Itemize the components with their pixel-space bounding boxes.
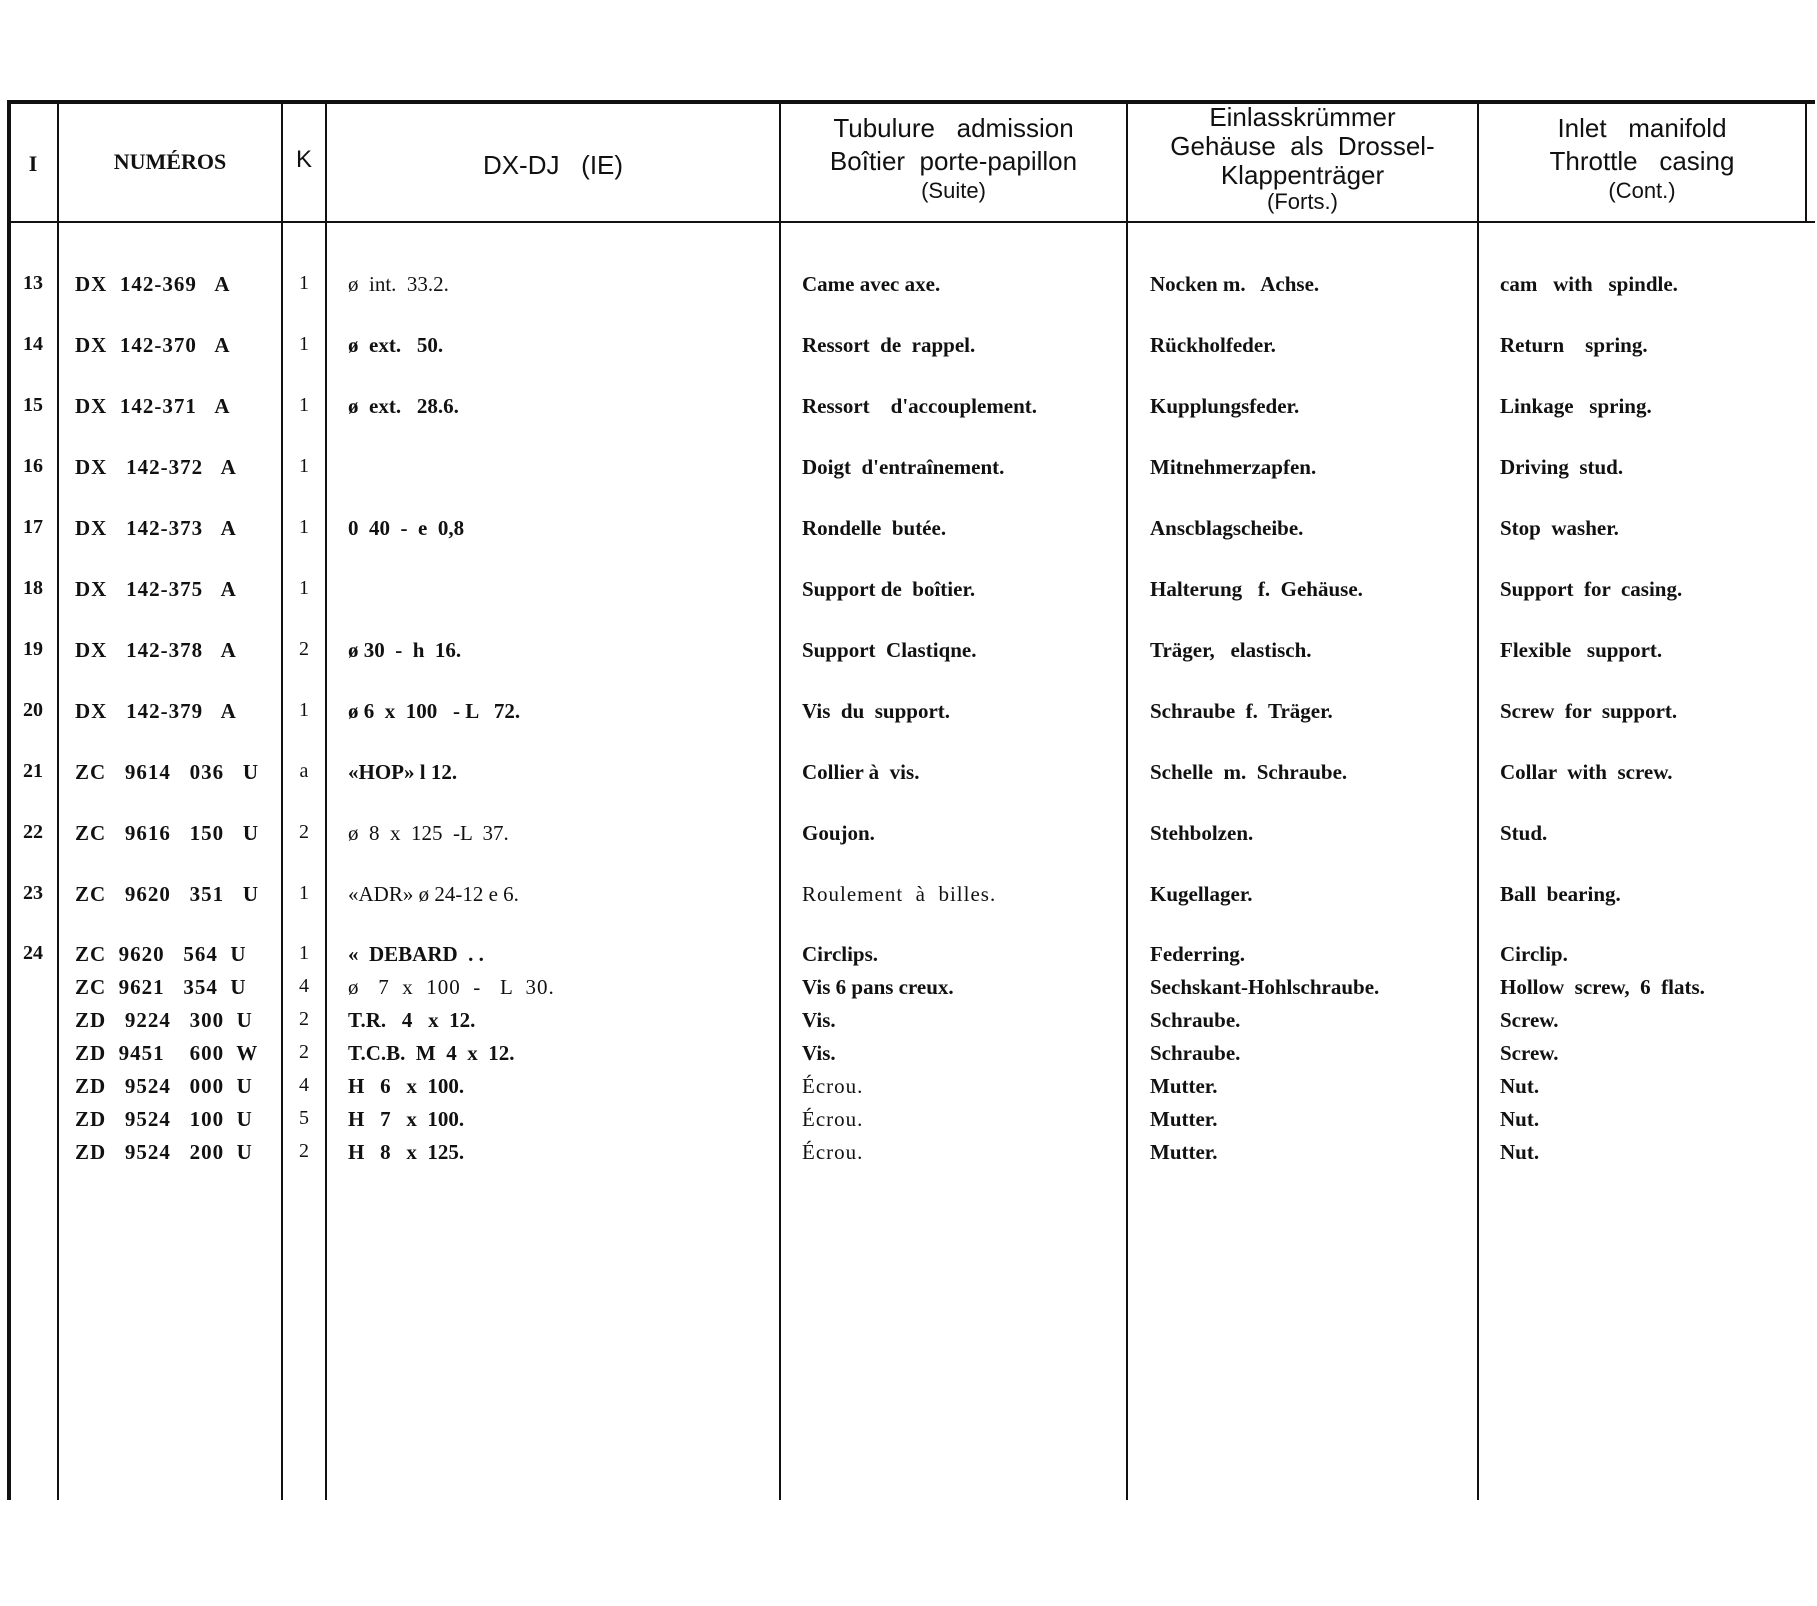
row-index: 23: [23, 882, 43, 904]
quantity: 2: [299, 821, 309, 843]
header-de-line4: (Forts.): [1267, 189, 1338, 215]
header-fr-line2: Boîtier porte-papillon: [829, 145, 1078, 176]
quantity: 1: [299, 455, 309, 477]
header-index: I: [28, 151, 38, 176]
french-description: Circlips.: [802, 942, 879, 966]
specification: H 8 x 125.: [348, 1140, 465, 1164]
english-description: Return spring.: [1500, 333, 1648, 357]
french-description: Vis.: [802, 1008, 836, 1032]
part-number: DX 142-372 A: [75, 455, 237, 479]
column-divider: [57, 100, 59, 1500]
german-description: Mitnehmerzapfen.: [1150, 455, 1317, 479]
table-row: [0, 699, 1817, 729]
table-row: [0, 942, 1817, 972]
french-description: Goujon.: [802, 821, 875, 845]
table-left-border: [7, 100, 11, 1500]
table-row: [0, 760, 1817, 790]
column-divider: [281, 100, 283, 1500]
english-description: Screw.: [1500, 1008, 1559, 1032]
french-description: Support Clastiqne.: [802, 638, 977, 662]
english-description: Support for casing.: [1500, 577, 1683, 601]
row-index: 21: [23, 760, 43, 782]
french-description: Écrou.: [802, 1140, 864, 1164]
german-description: Rückholfeder.: [1150, 333, 1276, 357]
part-number: ZD 9524 100 U: [75, 1107, 253, 1131]
english-description: Nut.: [1500, 1107, 1540, 1131]
german-description: Nocken m. Achse.: [1150, 272, 1320, 296]
part-number: DX 142-379 A: [75, 699, 237, 723]
quantity: a: [299, 760, 309, 782]
part-number: DX 142-369 A: [75, 272, 231, 296]
header-en-line2: Throttle casing: [1549, 145, 1735, 176]
quantity: 4: [299, 1074, 309, 1096]
part-number: ZD 9524 000 U: [75, 1074, 253, 1098]
german-description: Mutter.: [1150, 1140, 1218, 1164]
specification: H 7 x 100.: [348, 1107, 465, 1131]
french-description: Écrou.: [802, 1074, 864, 1098]
quantity: 1: [299, 942, 309, 964]
quantity: 1: [299, 394, 309, 416]
table-row: [0, 455, 1817, 485]
specification: 0 40 - e 0,8: [348, 516, 465, 540]
table-row: [0, 516, 1817, 546]
german-description: Kupplungsfeder.: [1150, 394, 1300, 418]
english-description: Hollow screw, 6 flats.: [1500, 975, 1705, 999]
german-description: Mutter.: [1150, 1107, 1218, 1131]
row-index: 20: [23, 699, 43, 721]
table-row: [0, 272, 1817, 302]
column-divider: [325, 100, 327, 1500]
part-number: DX 142-371 A: [75, 394, 231, 418]
german-description: Schelle m. Schraube.: [1150, 760, 1348, 784]
table-row: [0, 333, 1817, 363]
header-english: [1479, 112, 1805, 205]
table-right-border: [1805, 100, 1807, 222]
table-row: [0, 1107, 1817, 1137]
part-number: ZC 9616 150 U: [75, 821, 260, 845]
quantity: 1: [299, 333, 309, 355]
header-german: [1128, 103, 1477, 215]
quantity: 1: [299, 577, 309, 599]
quantity: 2: [299, 1008, 309, 1030]
quantity: 4: [299, 975, 309, 997]
table-row: [0, 577, 1817, 607]
row-index: 19: [23, 638, 43, 660]
french-description: Ressort de rappel.: [802, 333, 976, 357]
header-en-line1: Inlet manifold: [1557, 113, 1727, 143]
quantity: 2: [299, 1140, 309, 1162]
quantity: 5: [299, 1107, 309, 1129]
row-index: 24: [23, 942, 43, 964]
header-de-line3: Klappenträger: [1220, 160, 1385, 191]
french-description: Écrou.: [802, 1107, 864, 1131]
header-en-line3: (Cont.): [1608, 178, 1676, 203]
specification: ø ext. 50.: [348, 333, 444, 357]
part-number: DX 142-375 A: [75, 577, 237, 601]
english-description: cam with spindle.: [1500, 272, 1678, 296]
french-description: Rondelle butée.: [802, 516, 947, 540]
specification: ø 7 x 100 - L 30.: [348, 975, 555, 999]
header-numbers: NUMÉROS: [113, 149, 227, 174]
english-description: Flexible support.: [1500, 638, 1663, 662]
header-de-line2: Gehäuse als Drossel-: [1170, 131, 1435, 162]
part-number: ZD 9524 200 U: [75, 1140, 253, 1164]
table-row: [0, 821, 1817, 851]
table-row: [0, 1008, 1817, 1038]
row-index: 18: [23, 577, 43, 599]
specification: ø 30 - h 16.: [348, 638, 462, 662]
table-row: [0, 975, 1817, 1005]
table-top-border: [8, 100, 1815, 104]
column-divider: [1126, 100, 1128, 1500]
french-description: Roulement à billes.: [802, 882, 997, 906]
french-description: Vis 6 pans creux.: [802, 975, 954, 999]
german-description: Schraube f. Träger.: [1150, 699, 1333, 723]
header-bottom-border: [8, 221, 1815, 223]
header-de-line1: Einlasskrümmer: [1209, 102, 1396, 132]
german-description: Sechskant-Hohlschraube.: [1150, 975, 1380, 999]
english-description: Stop washer.: [1500, 516, 1619, 540]
part-number: ZC 9614 036 U: [75, 760, 260, 784]
french-description: Support de boîtier.: [802, 577, 976, 601]
part-number: ZD 9224 300 U: [75, 1008, 253, 1032]
french-description: Came avec axe.: [802, 272, 941, 296]
french-description: Collier à vis.: [802, 760, 920, 784]
header-fr-line3: (Suite): [921, 178, 986, 203]
german-description: Halterung f. Gehäuse.: [1150, 577, 1363, 601]
table-row: [0, 638, 1817, 668]
specification: H 6 x 100.: [348, 1074, 465, 1098]
specification: ø int. 33.2.: [348, 272, 449, 296]
row-index: 17: [23, 516, 43, 538]
row-index: 16: [23, 455, 43, 477]
specification: «HOP» l 12.: [348, 760, 458, 784]
header-french: [781, 112, 1126, 205]
part-number: ZD 9451 600 W: [75, 1041, 259, 1065]
row-index: 13: [23, 272, 43, 294]
specification: «ADR» ø 24-12 e 6.: [348, 882, 519, 906]
german-description: Federring.: [1150, 942, 1246, 966]
quantity: 1: [299, 699, 309, 721]
part-number: ZC 9620 351 U: [75, 882, 260, 906]
header-qty: K: [295, 146, 312, 173]
table-row: [0, 1074, 1817, 1104]
french-description: Vis du support.: [802, 699, 951, 723]
english-description: Screw for support.: [1500, 699, 1678, 723]
column-divider: [1477, 100, 1479, 1500]
german-description: Schraube.: [1150, 1041, 1241, 1065]
french-description: Doigt d'entraînement.: [802, 455, 1005, 479]
specification: ø 8 x 125 -L 37.: [348, 821, 509, 845]
part-number: DX 142-378 A: [75, 638, 237, 662]
german-description: Träger, elastisch.: [1150, 638, 1312, 662]
column-divider: [779, 100, 781, 1500]
row-index: 22: [23, 821, 43, 843]
english-description: Nut.: [1500, 1074, 1540, 1098]
english-description: Linkage spring.: [1500, 394, 1652, 418]
table-row: [0, 1041, 1817, 1071]
quantity: 2: [299, 1041, 309, 1063]
quantity: 1: [299, 882, 309, 904]
english-description: Driving stud.: [1500, 455, 1624, 479]
header-model: DX-DJ (IE): [482, 150, 624, 180]
part-number: ZC 9620 564 U: [75, 942, 247, 966]
german-description: Anscblagscheibe.: [1150, 516, 1304, 540]
specification: ø ext. 28.6.: [348, 394, 459, 418]
table-row: [0, 882, 1817, 912]
specification: T.C.B. M 4 x 12.: [348, 1041, 515, 1065]
english-description: Circlip.: [1500, 942, 1568, 966]
table-row: [0, 1140, 1817, 1170]
specification: T.R. 4 x 12.: [348, 1008, 476, 1032]
german-description: Kugellager.: [1150, 882, 1253, 906]
part-number: ZC 9621 354 U: [75, 975, 247, 999]
specification: ø 6 x 100 - L 72.: [348, 699, 521, 723]
english-description: Ball bearing.: [1500, 882, 1621, 906]
specification: « DEBARD . .: [348, 942, 484, 966]
english-description: Collar with screw.: [1500, 760, 1673, 784]
part-number: DX 142-373 A: [75, 516, 237, 540]
english-description: Screw.: [1500, 1041, 1559, 1065]
row-index: 15: [23, 394, 43, 416]
quantity: 1: [299, 272, 309, 294]
table-row: [0, 394, 1817, 424]
quantity: 1: [299, 516, 309, 538]
german-description: Mutter.: [1150, 1074, 1218, 1098]
german-description: Stehbolzen.: [1150, 821, 1254, 845]
quantity: 2: [299, 638, 309, 660]
german-description: Schraube.: [1150, 1008, 1241, 1032]
row-index: 14: [23, 333, 43, 355]
french-description: Ressort d'accouplement.: [802, 394, 1038, 418]
part-number: DX 142-370 A: [75, 333, 231, 357]
english-description: Stud.: [1500, 821, 1548, 845]
header-fr-line1: Tubulure admission: [833, 113, 1074, 143]
english-description: Nut.: [1500, 1140, 1540, 1164]
french-description: Vis.: [802, 1041, 836, 1065]
